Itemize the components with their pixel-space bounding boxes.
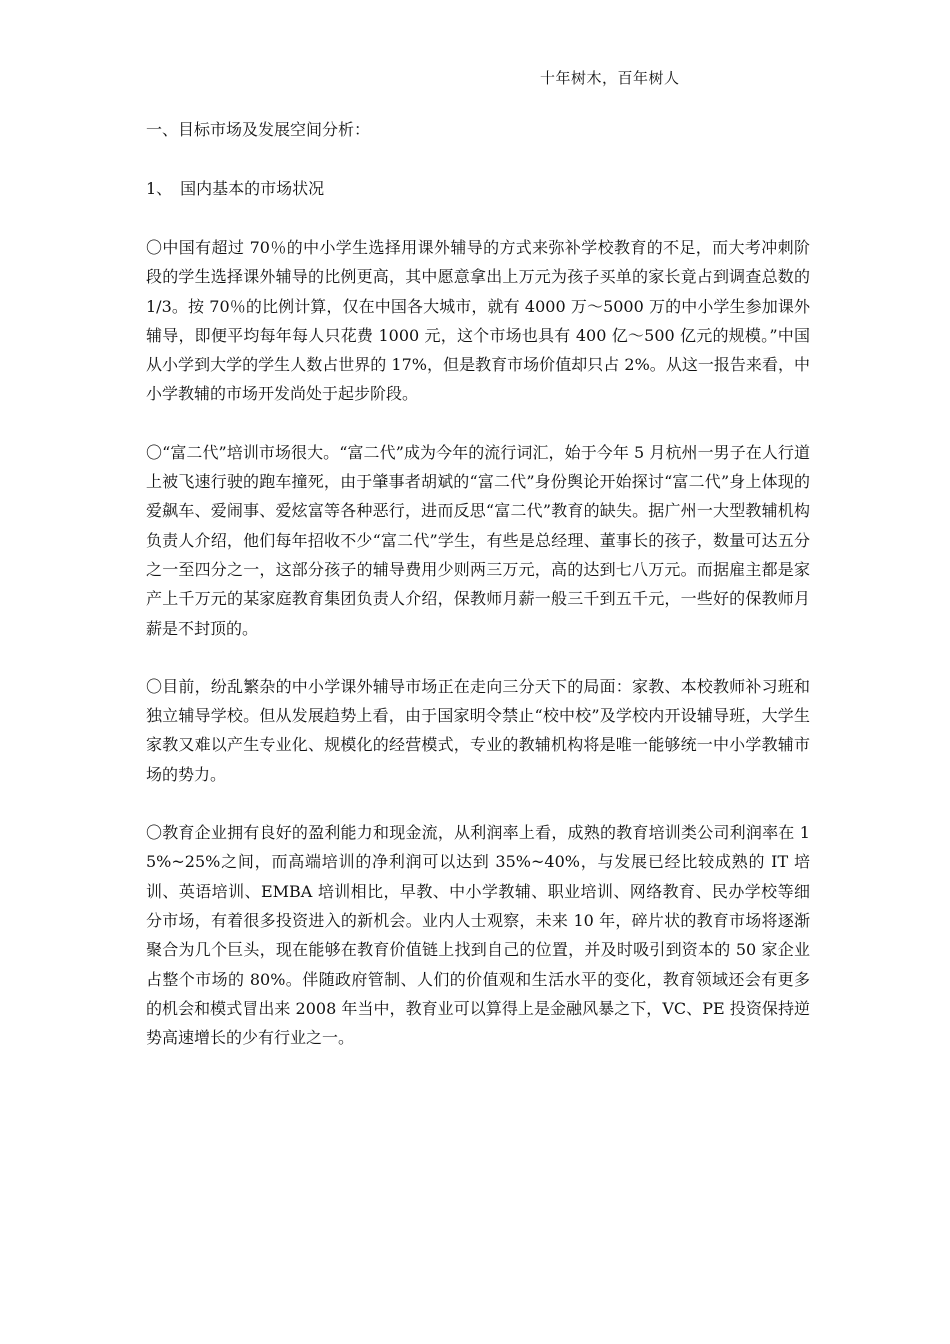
section-subtitle: 1、 国内基本的市场状况 xyxy=(146,179,325,198)
paragraph-market-size: 〇中国有超过 70％的中小学生选择用课外辅导的方式来弥补学校教育的不足，而大考冲刺阶段的学生选择课外辅导的比例更高，其中愿意拿出上万元为孩子买单的家长竟占到调查总数的 1/3。按 70％的比例计算，仅在中国各大城市，就有 4000 万～5000 万的中小学生参加课外辅导，即便平均每年每人只花费 1000 元，这个市场也具有 400 亿～500 亿元的规模。”中国从小学到大学的学生人数占世界的 17%，但是教育市场价值却只占 2%。从这一报告来看，中小学教辅的市场开发尚处于起步阶段。 xyxy=(146,238,810,404)
document-body xyxy=(146,115,810,1081)
paragraph-profitability: 〇教育企业拥有良好的盈利能力和现金流，从利润率上看，成熟的教育培训类公司利润率在 15%~25%之间，而高端培训的净利润可以达到 35%~40%，与发展已经比较成熟的 IT 培训、英语培训、EMBA 培训相比，早教、中小学教辅、职业培训、网络教育、民办学校等细分市场，有着很多投资进入的新机会。业内人士观察，未来 10 年，碎片状的教育市场将逐渐聚合为几个巨头，现在能够在教育价值链上找到自己的位置，并及时吸引到资本的 50 家企业占整个市场的 80%。伴随政府管制、人们的价值观和生活水平的变化，教育领域还会有更多的机会和模式冒出来 2008 年当中，教育业可以算得上是金融风暴之下，VC、PE 投资保持逆势高速增长的少有行业之一。 xyxy=(146,823,810,1048)
section-title: 一、目标市场及发展空间分析： xyxy=(146,120,371,139)
paragraph-rich-second-generation: 〇“富二代”培训市场很大。“富二代”成为今年的流行词汇，始于今年 5 月杭州一男子在人行道上被飞速行驶的跑车撞死，由于肇事者胡斌的“富二代”身份舆论开始探讨“富二代”身上体现的爱飙车、爱闹事、爱炫富等各种恶行，进而反思“富二代”教育的缺失。据广州一大型教辅机构负责人介绍，他们每年招收不少“富二代”学生，有些是总经理、董事长的孩子，数量可达五分之一至四分之一，这部分孩子的辅导费用少则两三万元，高的达到七八万元。而据雇主都是家产上千万元的某家庭教育集团负责人介绍，保教师月薪一般三千到五千元，一些好的保教师月薪是不封顶的。 xyxy=(146,442,810,638)
page-header-motto: 十年树木，百年树人 xyxy=(540,69,680,87)
paragraph-market-structure: 〇目前，纷乱繁杂的中小学课外辅导市场正在走向三分天下的局面：家教、本校教师补习班和独立辅导学校。但从发展趋势上看，由于国家明令禁止“校中校”及学校内开设辅导班，大学生家教又难以产生专业化、规模化的经营模式，专业的教辅机构将是唯一能够统一中小学教辅市场的势力。 xyxy=(146,676,810,784)
